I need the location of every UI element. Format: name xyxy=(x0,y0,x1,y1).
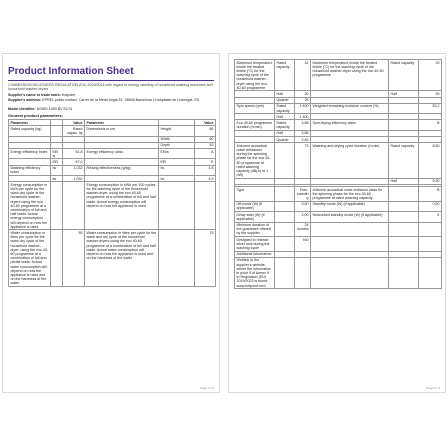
table-cell: Depth xyxy=(159,142,195,148)
table-cell: Minimum duration of the guarantee offered by the supplier xyxy=(235,222,275,237)
table-cell xyxy=(389,187,419,202)
sheet-title: Product Information Sheet xyxy=(8,66,134,77)
table-cell xyxy=(275,237,295,252)
table-cell: Airborne acoustical noise emissions during the spinning phase for the eco 40-60 programme at rated washing capacity (dB(A) re 1 pW) xyxy=(235,143,275,179)
table-cell: Energy consumption in kWh per 100 cycles for the washing cycle of the household washer-dryer, using the eco 40-60 programme at a combination of full and half loads. Actual energy consumption will depend on how the appliance is used xyxy=(85,182,159,230)
model-line xyxy=(8,107,214,111)
table-cell xyxy=(389,257,419,288)
table-cell: 4,8 xyxy=(195,165,216,175)
page-number: Page 1 / 2 xyxy=(200,386,214,390)
table-cell: Water consumption in litres per cycle for the wash and dry cycle of the household washer-dryers using the eco 40-60 programme at a combination of full and half loads. Actual water consumption will depend on how the appliance is used and on the hardness of the water xyxy=(85,230,159,287)
table-cell: Dimensions in cm xyxy=(85,126,159,136)
table-row xyxy=(235,201,442,211)
table-cell: Water consumption in litres per cycle for the wash-dry cycle of the household washer-dryer, using the eco 40-60 programme at a combination of full and partial loads. Actual water consumption will depend on how the appliance is used and on the hardness of the water xyxy=(9,230,51,287)
table-cell xyxy=(295,257,311,288)
table-cell: Rated capacity xyxy=(389,143,419,179)
table-cell xyxy=(389,201,419,211)
table-cell: E xyxy=(195,159,216,165)
table-cell: 8:50 xyxy=(419,143,442,179)
table-cell xyxy=(389,120,419,130)
table-cell xyxy=(51,182,63,230)
table-cell: 2,00 xyxy=(295,212,311,222)
table-row xyxy=(9,182,216,230)
table-cell xyxy=(275,222,295,237)
table-cell xyxy=(311,257,389,288)
table-row xyxy=(9,126,216,136)
table-cell: 25 xyxy=(419,91,442,97)
table-cell: A xyxy=(195,149,216,159)
table-cell xyxy=(389,222,419,237)
supplier-address-line xyxy=(8,98,214,102)
table-cell xyxy=(51,230,63,287)
table-cell: 1,032 xyxy=(63,165,85,175)
table-cell xyxy=(195,182,216,230)
table-cell: Quarter xyxy=(275,97,295,103)
table-cell: Spin-drying efficiency class xyxy=(311,120,389,130)
table-cell: 25 xyxy=(419,60,442,91)
table-cell: 30 xyxy=(295,91,311,97)
table-cell: Rinsing effectiveness (g/kg) xyxy=(85,165,159,175)
table-cell: 0,50 xyxy=(295,201,311,211)
table-cell: 67,0 xyxy=(63,159,85,165)
table-cell: Energy efficiency class xyxy=(85,149,159,159)
table-row xyxy=(235,212,442,222)
table-cell: Airborne acoustical noise emission class for the spinning phase for the eco 40-60 programme at rated washing capacity xyxy=(311,187,389,202)
table-cell: Designed to release silver ions during the washing cycle xyxy=(235,237,275,252)
table-cell: 25 xyxy=(295,97,311,103)
page-2 xyxy=(228,53,446,393)
table-cell xyxy=(389,237,419,252)
table-cell: Networked standby mode (W) (if applicable) xyxy=(311,212,389,222)
table-cell xyxy=(51,126,63,136)
table-cell: Weighted remaining moisture content (%) xyxy=(311,103,389,113)
table-cell: Value xyxy=(195,120,216,126)
table-row xyxy=(235,222,442,237)
table-row xyxy=(235,143,442,179)
supplier-name: Hotpoint xyxy=(61,93,76,97)
page-number: Page 2 / 2 xyxy=(426,386,440,390)
table-cell: EEIw xyxy=(51,149,63,159)
table-cell: Parameter xyxy=(85,120,159,126)
table-cell: Height xyxy=(159,126,195,136)
table-cell: 53,2 xyxy=(419,103,442,113)
table-row xyxy=(9,230,216,287)
supplier-address-label: Supplier's address: xyxy=(8,98,42,102)
table-cell: Type xyxy=(235,187,275,202)
table-row xyxy=(235,103,442,113)
table-cell xyxy=(159,230,195,287)
table-cell: Iw xyxy=(51,176,63,182)
table-cell: 24 months xyxy=(295,222,311,237)
table-cell: X xyxy=(419,212,442,222)
table-cell xyxy=(63,182,85,230)
table-cell: Washing and drying cycle duration (h:min) xyxy=(311,143,389,179)
table-cell: 5:30 xyxy=(419,178,442,184)
table-cell: 1,032 xyxy=(63,176,85,182)
table-row xyxy=(235,237,442,252)
table-cell: EEI xyxy=(159,159,195,165)
table-cell: B xyxy=(419,187,442,202)
table-cell xyxy=(419,222,442,237)
table-cell: EEIw xyxy=(159,149,195,159)
table-cell: Rated capac- ity xyxy=(63,126,85,136)
table-cell: 55 xyxy=(63,230,85,287)
table-cell: 85 xyxy=(195,126,216,136)
table-cell: Rated capacity xyxy=(275,103,295,113)
table-cell: 2:45 xyxy=(295,137,311,143)
table-cell: Spin speed (rpm) xyxy=(235,103,275,113)
model-label: Model identifier: xyxy=(8,107,36,111)
table-row xyxy=(235,60,442,91)
table-cell: 53 xyxy=(195,142,216,148)
supplier-name-line xyxy=(8,93,214,97)
table-cell: Parameter xyxy=(9,120,51,126)
table-cell xyxy=(419,257,442,288)
table-row xyxy=(235,187,442,202)
table-cell xyxy=(389,212,419,222)
table-cell: EEI xyxy=(51,159,63,165)
table-cell xyxy=(275,257,295,288)
table-row xyxy=(9,149,216,159)
table-cell xyxy=(389,103,419,113)
table-cell: Iw xyxy=(159,165,195,175)
table-cell xyxy=(419,237,442,252)
table-cell: 60 xyxy=(195,136,216,142)
supplier-name-label: Supplier's name or trade mark: xyxy=(8,93,61,97)
table-cell: Maximum temperature inside the treated textile (°C) for the washing cycle of the household washer-dryer using the eco 40-60 programme xyxy=(311,60,389,91)
table-cell: Rated capacity xyxy=(275,60,295,91)
table-cell: Standby mode (W) (if applicable) xyxy=(311,201,389,211)
table-cell xyxy=(311,222,389,237)
title-rule xyxy=(8,80,214,81)
table-cell: Rated capacity xyxy=(275,120,295,130)
table-cell: 2:55 xyxy=(295,130,311,136)
table-cell: Half xyxy=(389,91,419,97)
page-1 xyxy=(2,53,220,393)
table-cell: Rated capacity (kg) xyxy=(9,126,51,136)
table-cell: Value xyxy=(63,120,85,126)
table-cell: Additional information: xyxy=(235,251,275,257)
table-cell: 32 xyxy=(295,60,311,91)
table-cell: Half xyxy=(275,114,295,120)
table-cell: 75 xyxy=(195,230,216,287)
table-cell: 73 xyxy=(295,143,311,179)
table-cell: B xyxy=(419,120,442,130)
table-cell: 51,8 xyxy=(63,149,85,159)
table-cell: Iw xyxy=(159,176,195,182)
table-cell: Washing efficiency index xyxy=(9,165,51,175)
table-row xyxy=(235,257,442,288)
regulation-intro: COMMISSION DELEGATED REGULATION (EU) 2019/2014 with regard to energy labelling of household washing machines and household washer-dryers xyxy=(8,83,213,92)
table-cell: 0,50 xyxy=(419,201,442,211)
table-row xyxy=(9,165,216,175)
table-cell xyxy=(275,201,295,211)
table-cell: Maximum temperature inside the treated textile (°C) for the washing cycle of the household washer-dryer using the eco 40-60 programme xyxy=(235,60,275,91)
model-identifier: NSWD 1053 BV EU N xyxy=(36,107,73,111)
table-cell: Free-standing xyxy=(295,187,311,202)
table-cell: Weblink to the supplier's website, where the information in point 9 of Annex II to Regulation (EU) 2019/2023 is found: www.hotpoint.com xyxy=(235,257,275,288)
parameters-table-page-2 xyxy=(234,59,442,289)
supplier-address: EPREL public contact, Carrer de la Metal·lúrgia 51, 08908 Barcelona L'Hospitalet de Llobregat, ES xyxy=(42,98,200,102)
table-cell: NO xyxy=(295,237,311,252)
table-cell: 1 400 xyxy=(295,114,311,120)
table-cell xyxy=(275,143,295,179)
table-cell: Rated capacity xyxy=(389,60,419,91)
table-cell: 3:58 xyxy=(295,120,311,130)
table-cell: Half xyxy=(389,178,419,184)
table-cell: Iw xyxy=(51,165,63,175)
parameters-table-page-1 xyxy=(8,119,216,287)
table-cell xyxy=(159,182,195,230)
table-cell: Off-mode (W) (if applicable) xyxy=(235,201,275,211)
table-cell: Delay start (W) (if applicable) xyxy=(235,212,275,222)
table-cell xyxy=(311,237,389,252)
table-cell xyxy=(275,187,295,202)
table-cell xyxy=(275,212,295,222)
table-cell: Energy efficiency index xyxy=(9,149,51,159)
table-cell: Quarter xyxy=(275,137,295,143)
table-cell: 4,9 xyxy=(195,176,216,182)
table-cell: Half xyxy=(275,130,295,136)
table-cell: Eco 40-60 programme duration (h:min) xyxy=(235,120,275,130)
table-row xyxy=(235,120,442,130)
table-cell: Energy consumption in kWh per cycle for the wash-dry cycle of the household washer-dryers using the eco 40-60 programme at a combination of full and half loads. Actual energy consumption will depend on how the appliance is used xyxy=(9,182,51,230)
table-cell: 1 400 xyxy=(295,103,311,113)
table-cell: Half xyxy=(275,91,295,97)
section-title: General product parameters: xyxy=(8,113,63,118)
table-cell: Width xyxy=(159,136,195,142)
